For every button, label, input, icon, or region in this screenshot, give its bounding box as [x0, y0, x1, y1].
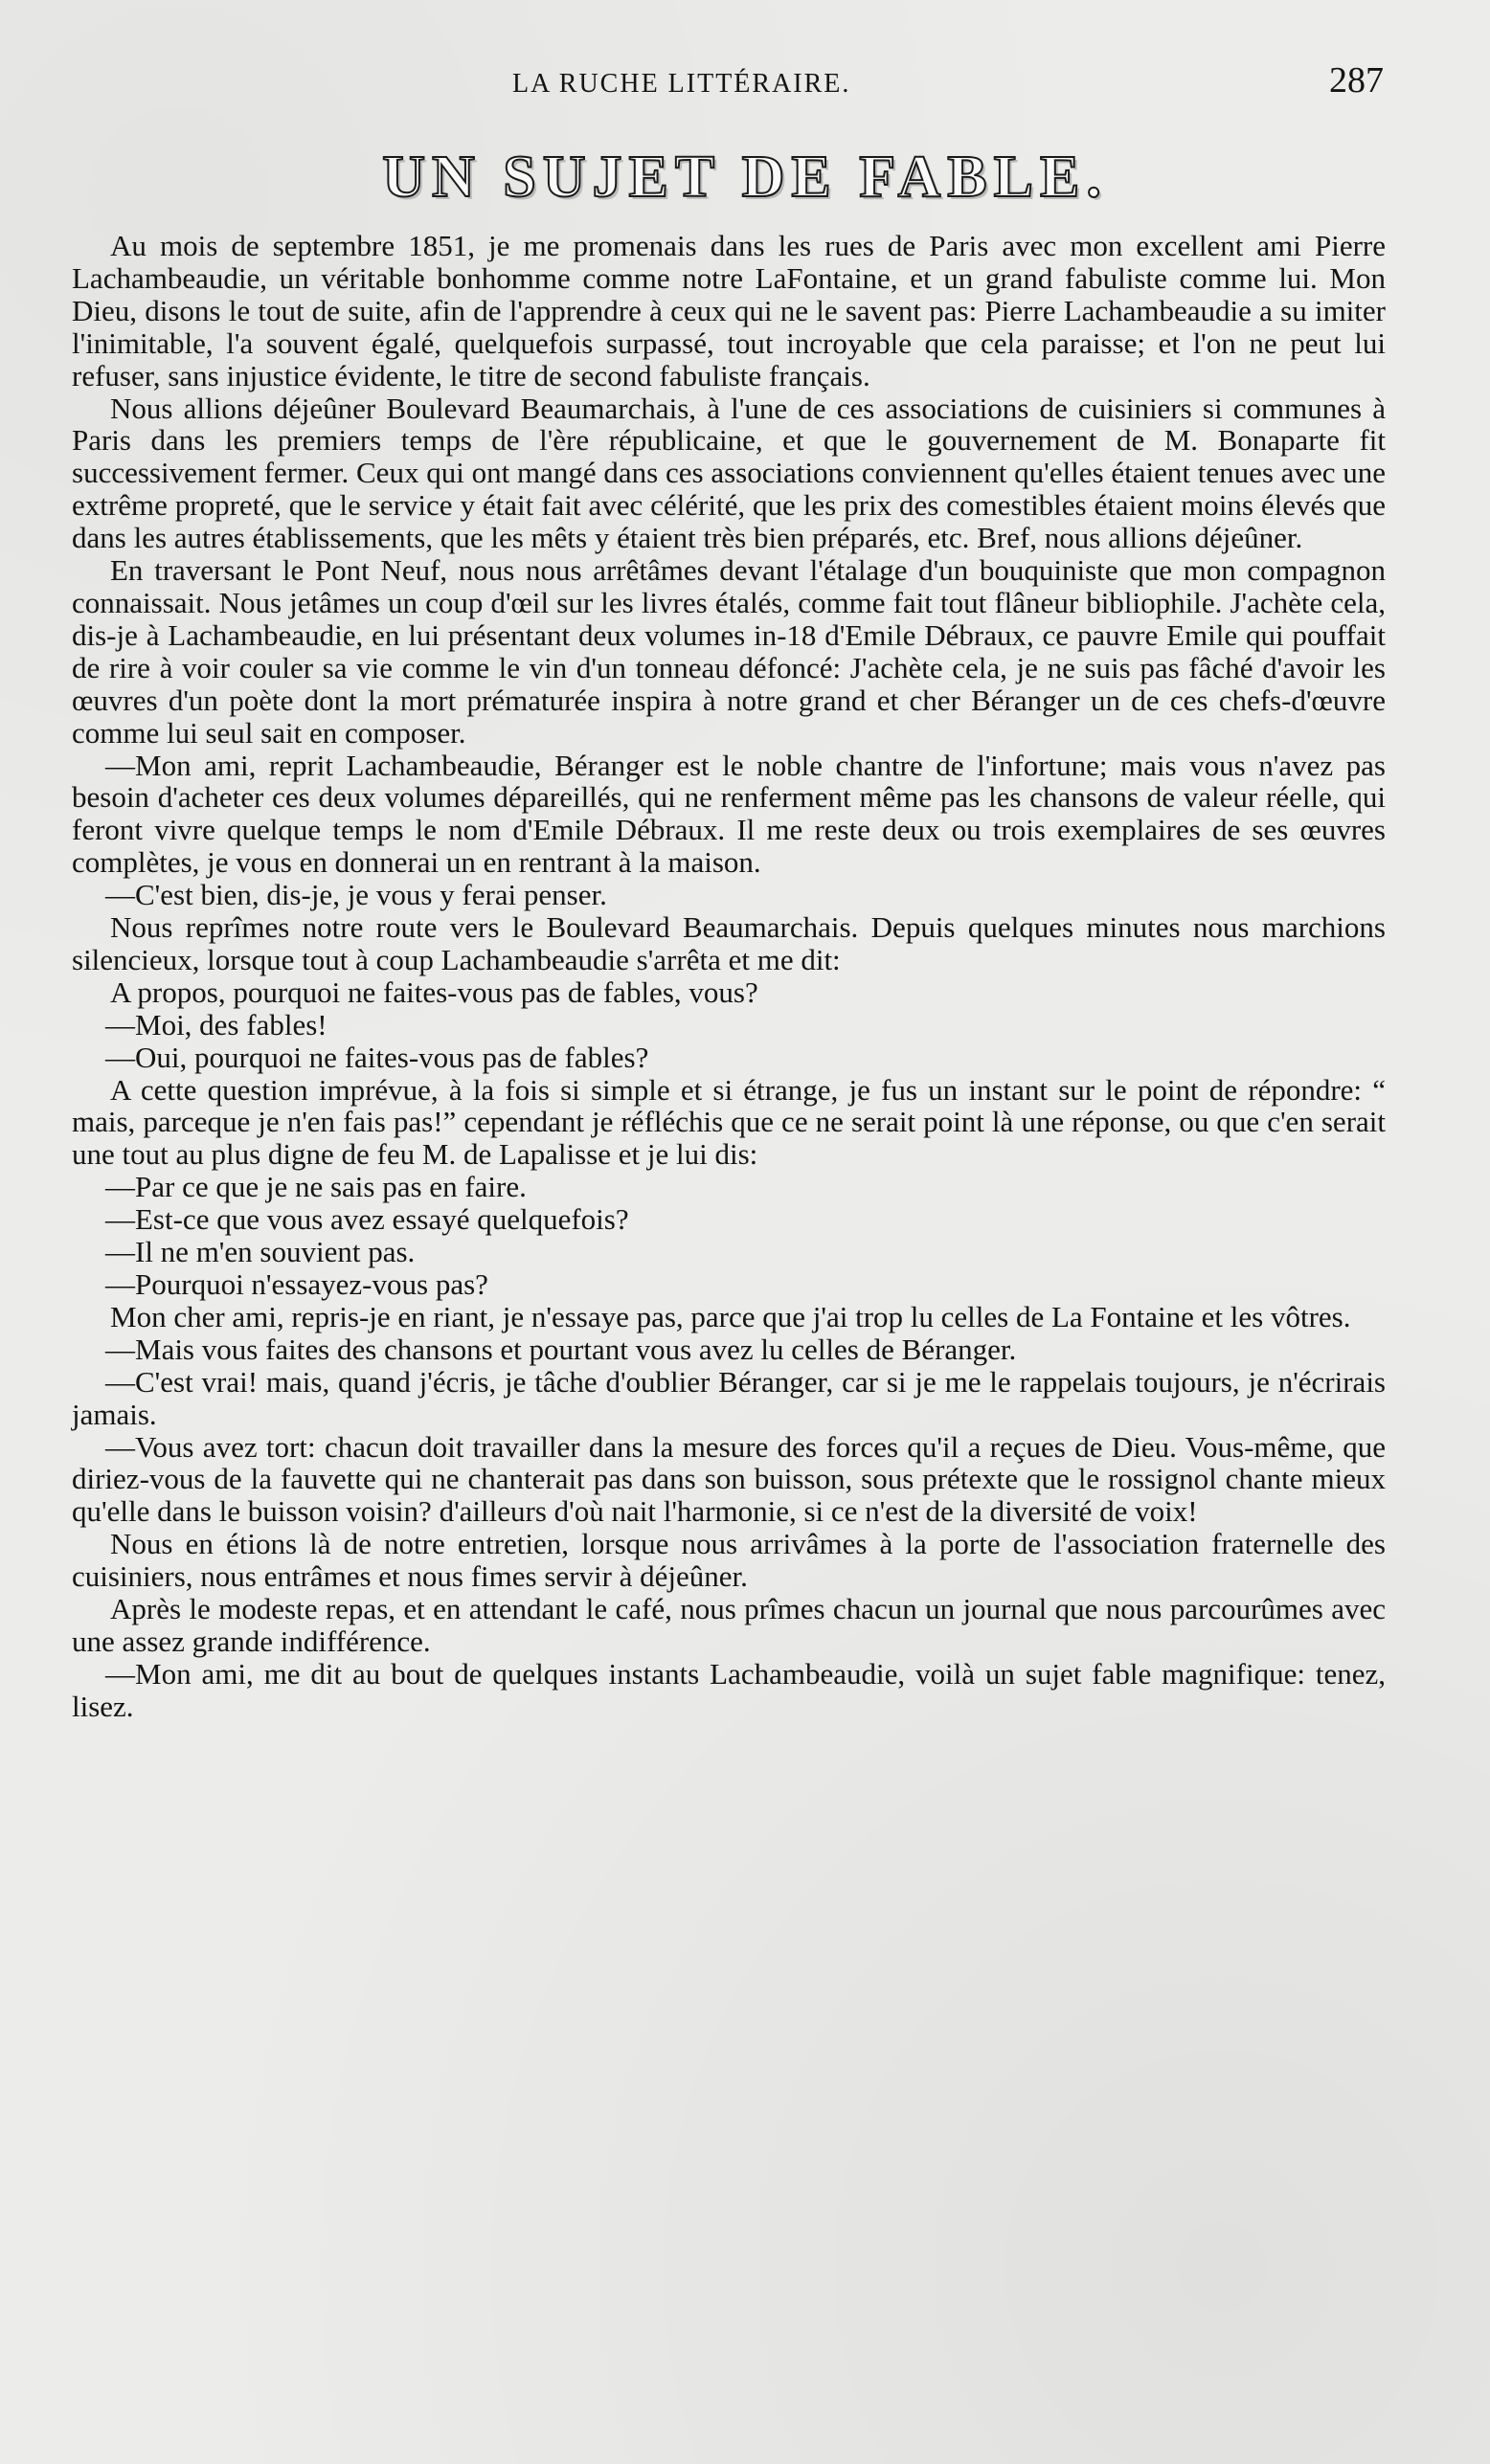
paragraph: Après le modeste repas, et en attendant le café, nous prîmes chacun un journal que nous parcourûmes avec une assez grande indifférence. — [72, 1592, 1386, 1658]
dialogue-line: —Est-ce que vous avez essayé quelquefois? — [105, 1202, 629, 1237]
dialogue-line: —Pourquoi n'essayez-vous pas? — [105, 1267, 488, 1301]
dialogue-line: —Moi, des fables! — [105, 1007, 327, 1042]
running-title: LA RUCHE LITTÉRAIRE. — [512, 69, 851, 99]
paragraph-1: Au mois de septembre 1851, je me promenais dans les rues de Paris avec mon excellent ami Pierre Lachambeaudie, un véritable bonhomme comme notre LaFontaine, et un grand fabuliste comme lui. Mon Dieu, disons le tout de suite, afin de l'apprendre à ceux qui ne le savent pas: Pierre Lachambeaudie a su imiter l'inimitable, l'a souvent égalé, quelquefois surpassé, tout incroyable que cela paraisse; et l'on ne peut lui refuser, sans injustice évidente, le titre de second fabuliste français. — [72, 229, 1386, 392]
article-title: UN SUJET DE FABLE. — [382, 145, 1108, 210]
page-header — [72, 56, 1384, 113]
article-body — [72, 230, 1386, 1723]
dialogue-line: —Mon ami, reprit Lachambeaudie, Béranger est le noble chantre de l'infortune; mais vous n'avez pas besoin d'acheter ces deux volumes dépareillés, qui ne renferment même pas les chansons de valeur réelle, qui feront vivre quelque temps le nom d'Emile Débraux. Il me reste deux ou trois exemplaires de ses œuvres complètes, je vous en donnerai un en rentrant à la maison. — [72, 748, 1386, 880]
dialogue-line: —Mon ami, me dit au bout de quelques instants Lachambeaudie, voilà un sujet fable magnifique: tenez, lisez. — [72, 1656, 1386, 1723]
dialogue-line: —Il ne m'en souvient pas. — [105, 1235, 416, 1269]
dialogue-line: A propos, pourquoi ne faites-vous pas de fables, vous? — [110, 974, 758, 1009]
page-number: 287 — [1329, 60, 1384, 101]
paragraph-2: Nous allions déjeûner Boulevard Beaumarchais, à l'une de ces associations de cuisiniers si communes à Paris dans les premiers temps de l'ère républicaine, et que le gouvernement de M. Bonaparte fit successivement fermer. Ceux qui ont mangé dans ces associations conviennent qu'elles étaient tenues avec une extrême propreté, que le service y était fait avec célérité, que les prix des comestibles étaient moins élevés que dans les autres établissements, que les mêts y étaient très bien préparés, etc. Bref, nous allions déjeûner. — [72, 391, 1386, 555]
paragraph: Nous reprîmes notre route vers le Boulevard Beaumarchais. Depuis quelques minutes nous marchions silencieux, lorsque tout à coup Lachambeaudie s'arrêta et me dit: — [72, 910, 1386, 976]
paragraph-3: En traversant le Pont Neuf, nous nous arrêtâmes devant l'étalage d'un bouquiniste que mon compagnon connaissait. Nous jetâmes un coup d'œil sur les livres étalés, comme fait tout flâneur bibliophile. J'achète cela, dis-je à Lachambeaudie, en lui présentant deux volumes in-18 d'Emile Débraux, ce pauvre Emile qui pouffait de rire à voir couler sa vie comme le vin d'un tonneau défoncé: J'achète cela, je ne suis pas fâché d'avoir les œuvres d'un poète dont la mort prématurée inspira à notre grand et cher Béranger un de ces chefs-d'œuvre comme lui seul sait en composer. — [72, 553, 1386, 750]
dialogue-line: —Mais vous faites des chansons et pourtant vous avez lu celles de Béranger. — [105, 1332, 1017, 1366]
dialogue-line: —Vous avez tort: chacun doit travailler dans la mesure des forces qu'il a reçues de Dieu. Vous-même, que diriez-vous de la fauvette qui ne chanterait pas dans son buisson, sous prétexte que le rossignol chante mieux qu'elle dans le buisson voisin? d'ailleurs d'où nait l'harmonie, si ce n'est de la diversité de voix! — [72, 1429, 1386, 1529]
dialogue-line: —Oui, pourquoi ne faites-vous pas de fables? — [105, 1040, 649, 1074]
paragraph: Nous en étions là de notre entretien, lorsque nous arrivâmes à la porte de l'association fraternelle des cuisiniers, nous entrâmes et nous fimes servir à déjeûner. — [72, 1527, 1386, 1594]
dialogue-line: —C'est vrai! mais, quand j'écris, je tâche d'oublier Béranger, car si je me le rappelais toujours, je n'écrirais jamais. — [72, 1364, 1386, 1431]
paragraph: Mon cher ami, repris-je en riant, je n'essaye pas, parce que j'ai trop lu celles de La Fontaine et les vôtres. — [110, 1299, 1351, 1333]
paragraph: A cette question imprévue, à la fois si simple et si étrange, je fus un instant sur le point de répondre: “ mais, parceque je n'en fais pas!” cependant je réfléchis que ce ne serait point là une réponse, ou que c'en serait une tout au plus digne de feu M. de Lapalisse et je lui dis: — [72, 1072, 1386, 1172]
dialogue-line: —Par ce que je ne sais pas en faire. — [105, 1170, 527, 1204]
dialogue-line: —C'est bien, dis-je, je vous y ferai penser. — [105, 878, 607, 912]
